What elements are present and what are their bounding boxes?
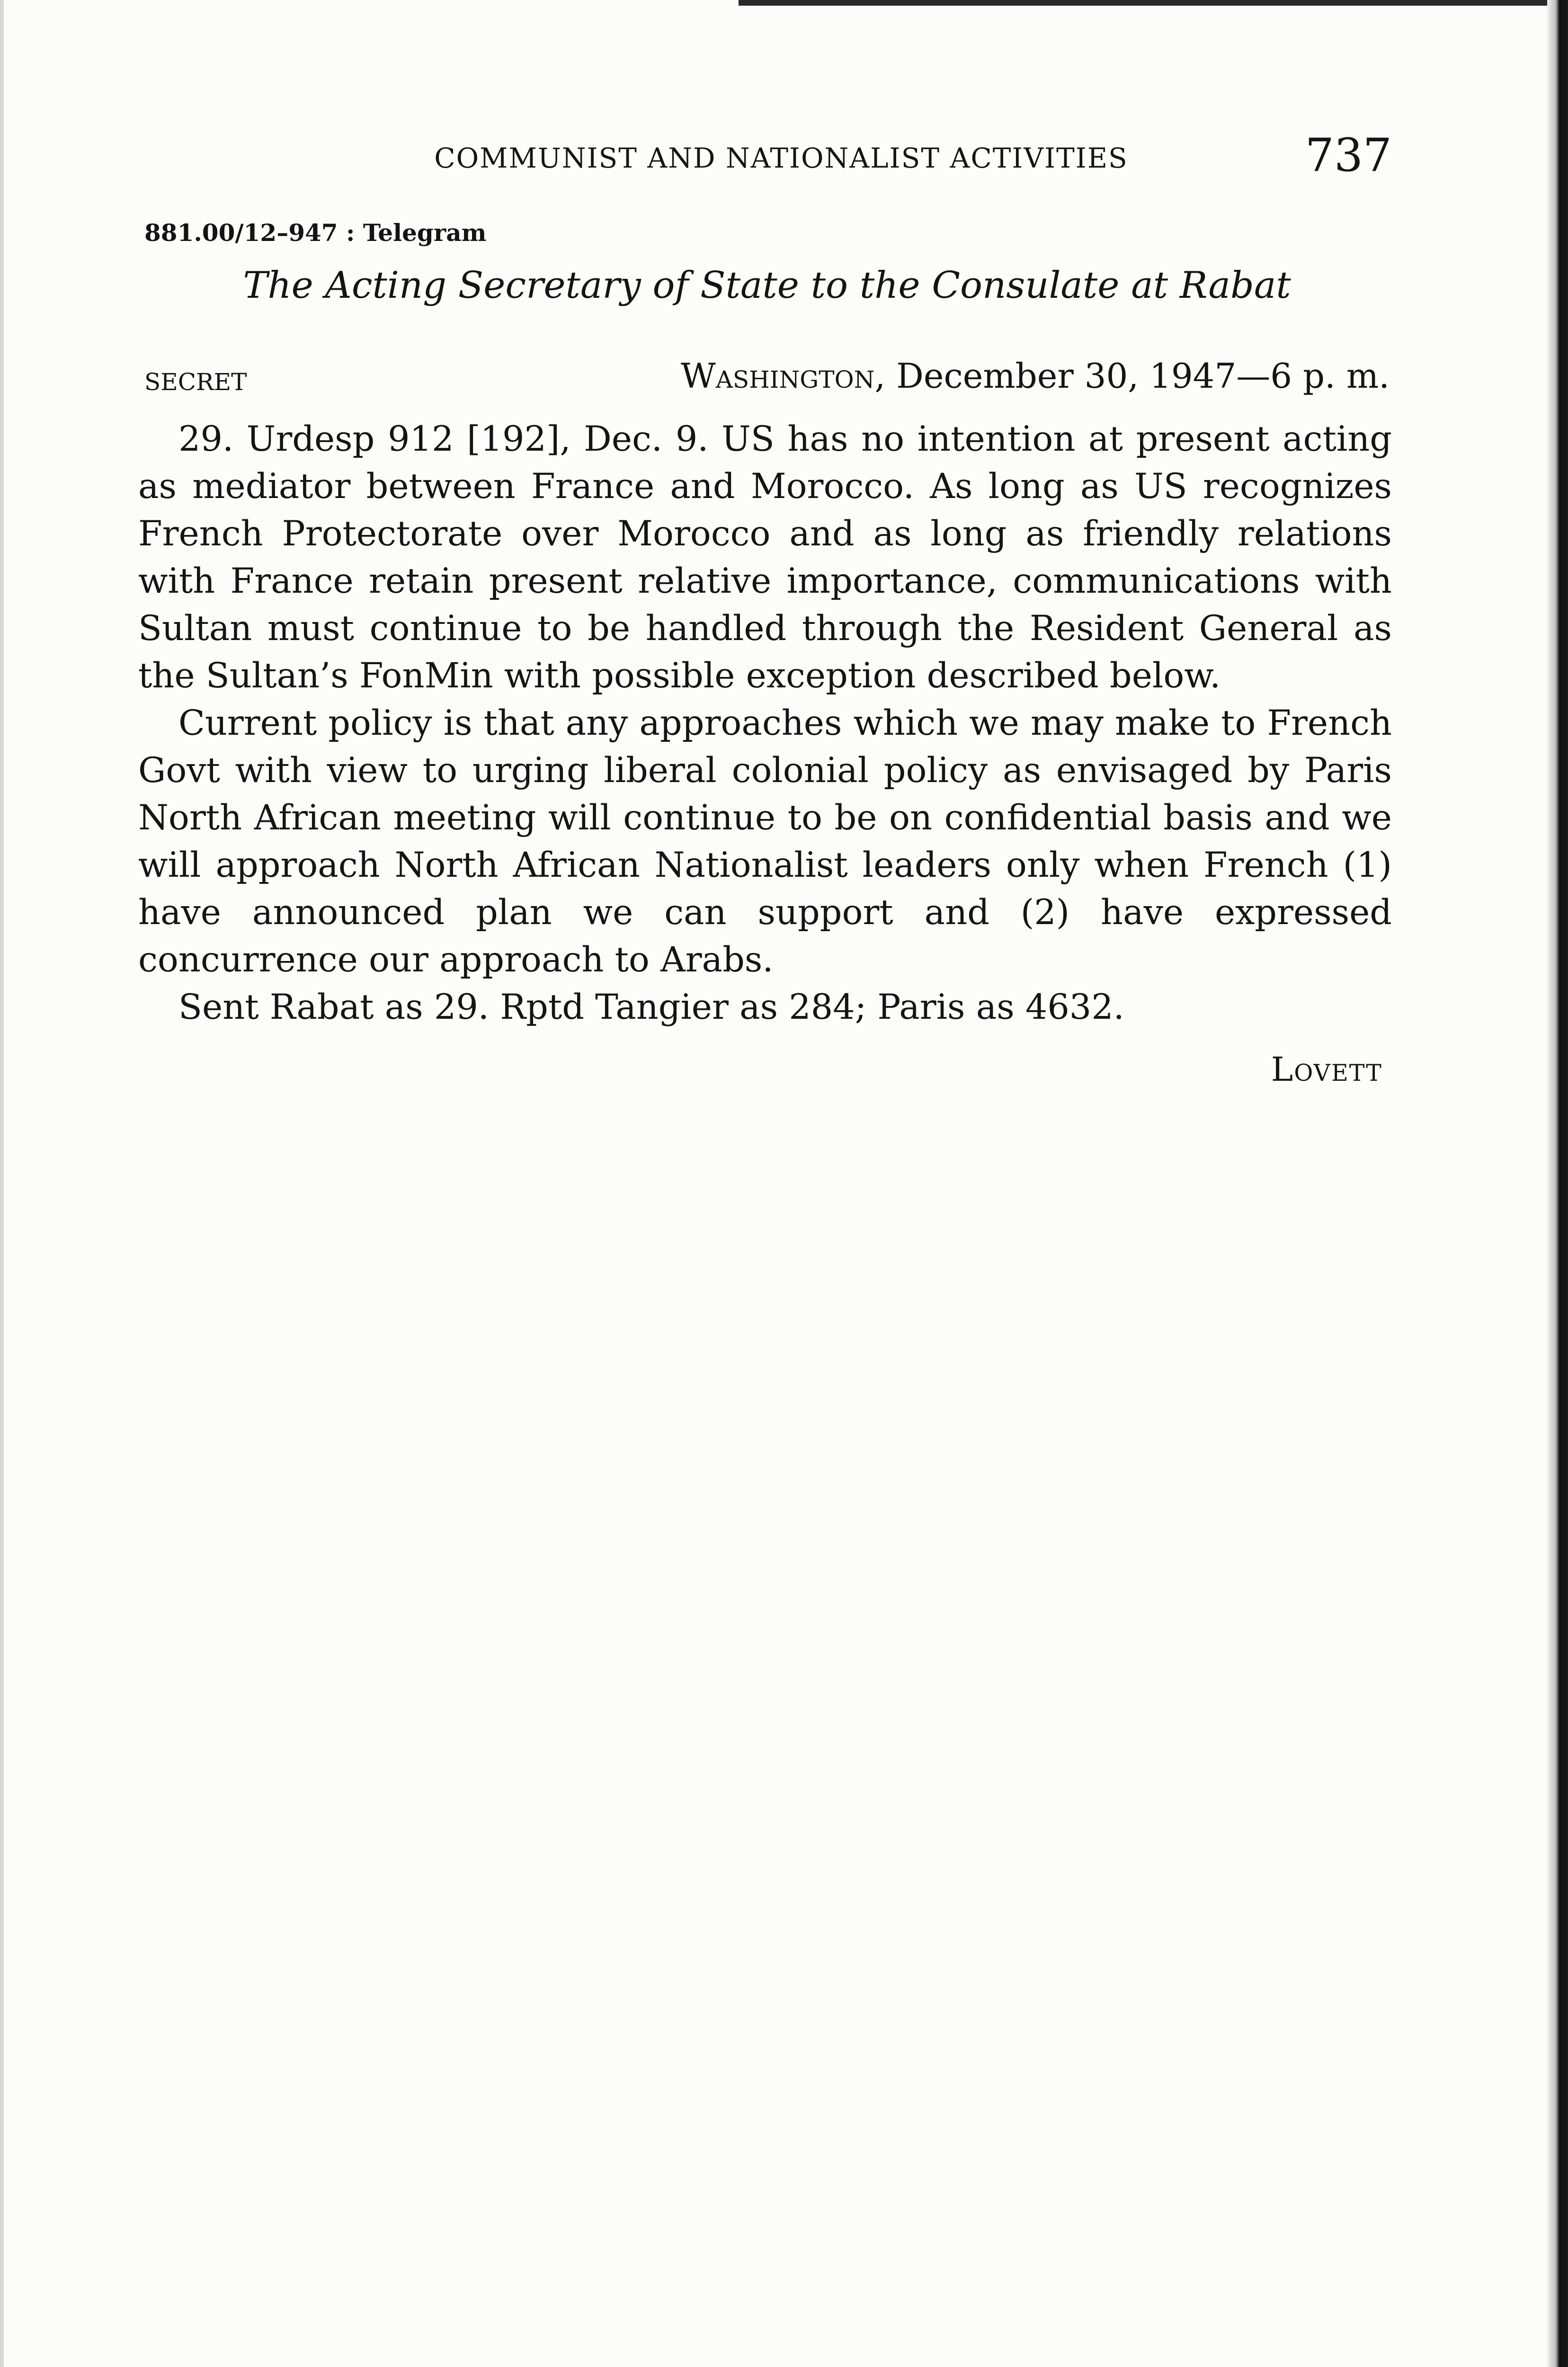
page-number: 737: [1305, 129, 1392, 182]
dateline-place: Washington: [680, 356, 875, 396]
running-head: COMMUNIST AND NATIONALIST ACTIVITIES: [434, 142, 1128, 174]
top-edge-rule: [739, 0, 1568, 6]
classification-label: SECRET: [144, 368, 247, 396]
telegram-body: [138, 416, 1392, 1031]
paragraph-3: Sent Rabat as 29. Rptd Tangier as 284; Paris as 4632.: [178, 987, 1124, 1027]
dateline: [568, 356, 1390, 396]
paragraph-1: 29. Urdesp 912 [192], Dec. 9. US has no intention at present acting as mediator between France and Morocco. As long as US recognizes French Protectorate over Morocco and as long as friendly relations with France retain present relative importance, communications with Sultan must continue to be handled through the Resident General as the Sultan’s FonMin with possible exception described below.: [138, 419, 1392, 696]
signature: Lovett: [1271, 1050, 1382, 1089]
document-title: The Acting Secretary of State to the Consulate at Rabat: [243, 264, 1291, 307]
paragraph-2: Current policy is that any approaches which we may make to French Govt with view to urging liberal colonial policy as envisaged by Paris North African meeting will continue to be on confidential basis and we will approach North African Nationalist leaders only when French (1) have announced plan we can support and (2) have expressed concurrence our approach to Arabs.: [138, 703, 1392, 980]
left-page-edge: [0, 0, 4, 2367]
file-reference: 881.00/12–947 : Telegram: [144, 219, 487, 247]
right-page-edge: [1547, 0, 1568, 2367]
dateline-date: , December 30, 1947—6 p. m.: [874, 356, 1390, 396]
